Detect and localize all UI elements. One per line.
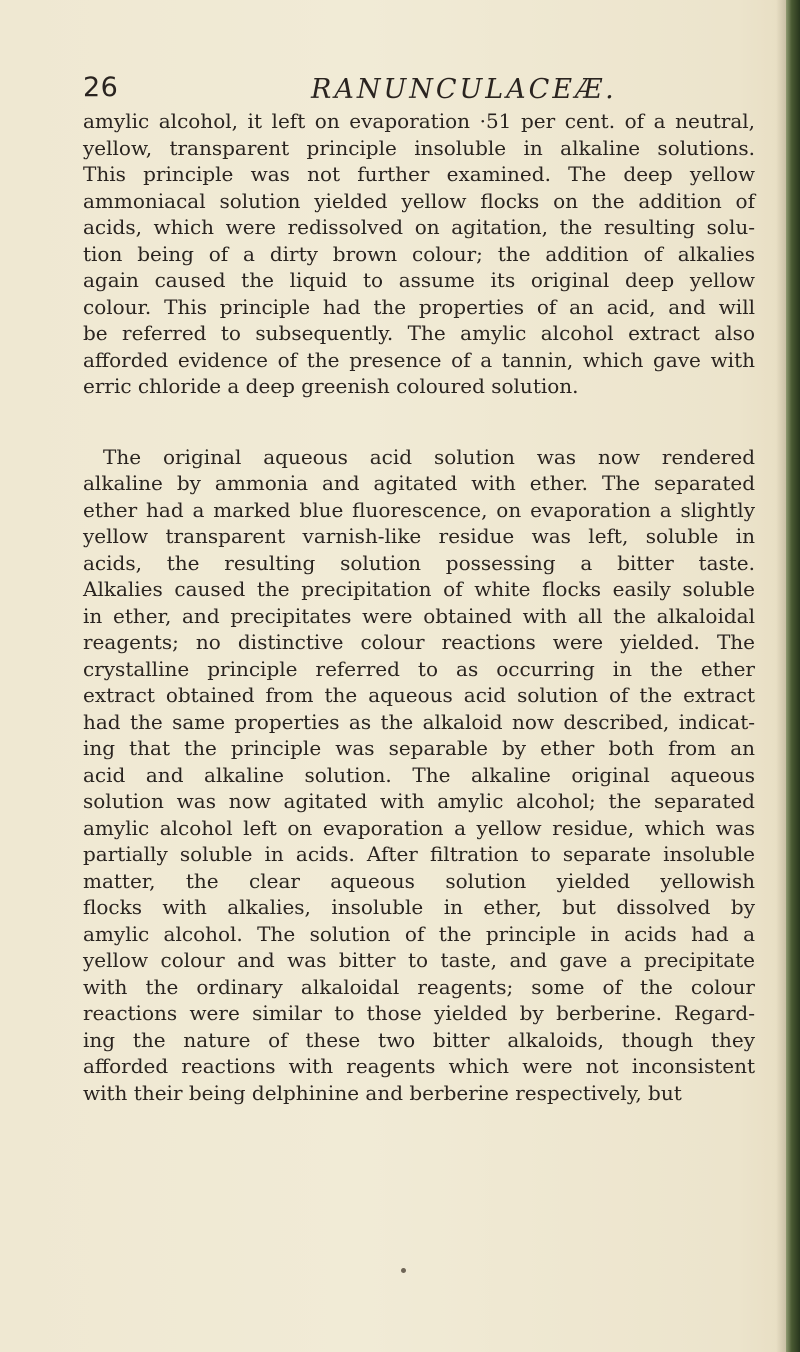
text-line: be referred to subsequently. The amylic alcohol extract also	[83, 321, 755, 345]
text-line: with their being delphinine and berberine respectively, but	[83, 1080, 682, 1105]
text-line: yellow, transparent principle insoluble in alkaline solutions.	[83, 135, 755, 160]
text-line: ing that the principle was separable by ether both from an	[83, 736, 755, 760]
text-line: acids, which were redissolved on agitation, the resulting solu-	[83, 215, 755, 239]
text-line: alkaline by ammonia and agitated with ether. The separated	[83, 471, 755, 495]
text-line: reagents; no distinctive colour reactions were yielded. The	[83, 630, 755, 654]
text-line: ing the nature of these two bitter alkaloids, though they	[83, 1027, 755, 1052]
text-line: again caused the liquid to assume its original deep yellow	[83, 268, 755, 292]
text-line: flocks with alkalies, insoluble in ether, but dissolved by	[83, 895, 755, 919]
text-line: amylic alcohol. The solution of the principle in acids had a	[83, 921, 755, 946]
page-number: 26	[83, 72, 119, 103]
running-head: RANUNCULACEÆ.	[311, 74, 617, 105]
text-line: matter, the clear aqueous solution yielded yellowish	[83, 868, 755, 893]
text-line: afforded evidence of the presence of a tannin, which gave with	[83, 347, 755, 372]
ink-speck	[401, 1268, 406, 1273]
paragraph-gap	[83, 400, 755, 444]
text-line: amylic alcohol left on evaporation a yellow residue, which was	[83, 815, 755, 840]
paragraph	[83, 108, 755, 400]
text-line: partially soluble in acids. After filtration to separate insoluble	[83, 842, 755, 866]
page-edge-shadow	[776, 0, 786, 1352]
text-line: crystalline principle referred to as occurring in the ether	[83, 656, 755, 681]
body-text	[83, 108, 755, 1106]
text-line: erric chloride a deep greenish coloured solution.	[83, 374, 579, 398]
text-line: acid and alkaline solution. The alkaline original aqueous	[83, 762, 755, 787]
book-edge	[786, 0, 800, 1352]
text-line: afforded reactions with reagents which were not inconsistent	[83, 1054, 755, 1078]
page-header	[83, 72, 683, 112]
text-line: had the same properties as the alkaloid now described, indicat-	[83, 709, 755, 734]
text-line: colour. This principle had the properties of an acid, and will	[83, 294, 755, 319]
text-line: ether had a marked blue fluorescence, on evaporation a slightly	[83, 497, 755, 522]
text-line: extract obtained from the aqueous acid solution of the extract	[83, 683, 755, 707]
paragraph	[83, 444, 755, 1107]
text-line: in ether, and precipitates were obtained with all the alkaloidal	[83, 603, 755, 628]
text-line: yellow transparent varnish-like residue was left, soluble in	[83, 524, 755, 548]
text-line: acids, the resulting solution possessing a bitter taste.	[83, 550, 755, 575]
text-line: tion being of a dirty brown colour; the addition of alkalies	[83, 241, 755, 266]
text-line: The original aqueous acid solution was now rendered	[103, 444, 755, 469]
text-line: yellow colour and was bitter to taste, and gave a precipitate	[83, 948, 755, 972]
text-line: amylic alcohol, it left on evaporation ·51 per cent. of a neutral,	[83, 109, 755, 133]
text-line: Alkalies caused the precipitation of white flocks easily soluble	[83, 577, 755, 601]
text-line: reactions were similar to those yielded by berberine. Regard-	[83, 1001, 755, 1025]
text-line: solution was now agitated with amylic alcohol; the separated	[83, 789, 755, 813]
text-line: with the ordinary alkaloidal reagents; some of the colour	[83, 974, 755, 999]
text-line: This principle was not further examined. The deep yellow	[83, 162, 755, 186]
text-line: ammoniacal solution yielded yellow flocks on the addition of	[83, 188, 755, 213]
